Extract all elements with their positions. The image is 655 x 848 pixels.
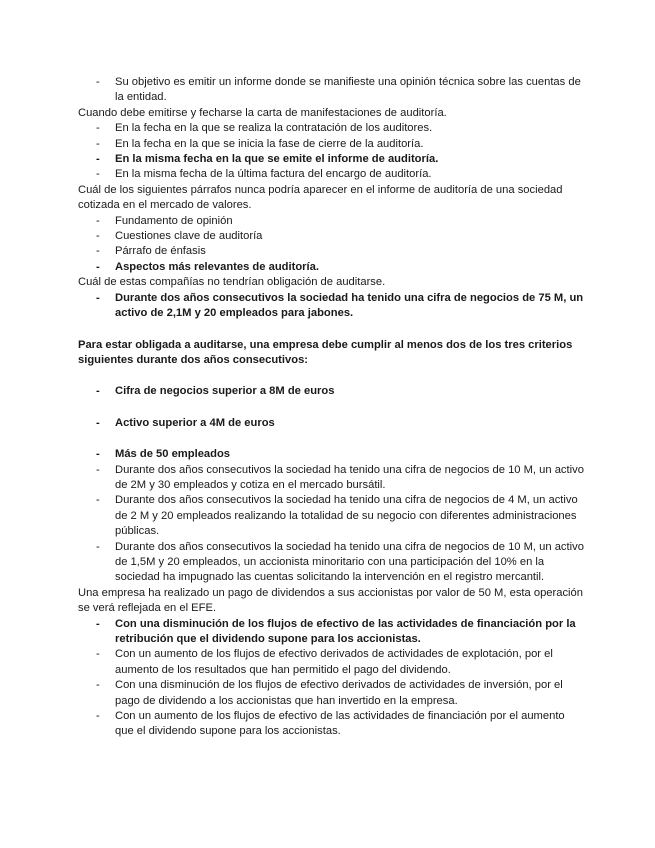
answer-item xyxy=(78,229,585,244)
answer-item xyxy=(78,214,585,229)
bullet-dash: - xyxy=(96,463,100,476)
bullet-dash: - xyxy=(96,648,100,661)
bullet-dash: - xyxy=(96,494,100,507)
bullet-dash: - xyxy=(96,76,100,88)
answer-text: Aspectos más relevantes de auditoría. xyxy=(115,260,319,273)
answer-item-correct xyxy=(78,447,585,462)
answer-item xyxy=(78,678,585,709)
spacer xyxy=(78,400,585,416)
bullet-dash: - xyxy=(96,540,100,553)
answer-item-correct xyxy=(78,416,585,431)
answer-item-correct xyxy=(78,291,585,322)
answer-item xyxy=(78,647,585,678)
answer-text: En la fecha en la que se inicia la fase de cierre de la auditoría. xyxy=(115,137,424,150)
bullet-dash: - xyxy=(96,137,100,150)
bullet-dash: - xyxy=(96,122,100,135)
answer-text: En la misma fecha en la que se emite el informe de auditoría. xyxy=(115,153,439,166)
answer-text: Durante dos años consecutivos la sociedad ha tenido una cifra de negocios de 4 M, un activo de 2 M y 20 empleados realizando la totalidad de su negocio con diferentes administraciones públicas. xyxy=(115,494,578,538)
bullet-dash: - xyxy=(96,168,100,181)
question-text: Cuando debe emitirse y fecharse la carta de manifestaciones de auditoría. xyxy=(78,106,447,119)
spacer xyxy=(78,322,585,338)
bullet-dash: - xyxy=(96,153,100,166)
question-text: Cuál de estas compañías no tendrían obligación de auditarse. xyxy=(78,276,386,289)
bullet-dash: - xyxy=(96,260,100,273)
answer-text: En la misma fecha de la última factura del encargo de auditoría. xyxy=(115,168,432,181)
answer-text: Durante dos años consecutivos la sociedad ha tenido una cifra de negocios de 10 M, un activo de 1,5M y 20 empleados, un accionista minoritario con una participación del 10% en la sociedad ha impugnado las cuentas solicitando la intervención en el registro mercantil. xyxy=(115,540,584,584)
answer-item xyxy=(78,75,585,106)
bullet-dash: - xyxy=(96,617,100,630)
bullet-dash: - xyxy=(96,291,100,304)
spacer xyxy=(78,431,585,447)
answer-item xyxy=(78,167,585,182)
answer-text: Fundamento de opinión xyxy=(115,214,233,227)
answer-item xyxy=(78,463,585,494)
bullet-dash: - xyxy=(96,245,100,258)
bullet-dash: - xyxy=(96,710,100,723)
answer-text: Con una disminución de los flujos de efectivo derivados de actividades de inversión, por el pago de dividendo a los accionistas que han invertido en la empresa. xyxy=(115,679,563,707)
spacer xyxy=(78,368,585,384)
answer-text: Párrafo de énfasis xyxy=(115,245,206,258)
answer-text: Con un aumento de los flujos de efectivo derivados de actividades de explotación, por el aumento de los resultados que han permitido el pago del dividendo. xyxy=(115,648,553,676)
bullet-dash: - xyxy=(96,385,100,398)
bullet-dash: - xyxy=(96,448,100,461)
answer-text: En la fecha en la que se realiza la contratación de los auditores. xyxy=(115,122,433,135)
bullet-dash: - xyxy=(96,679,100,692)
bullet-dash: - xyxy=(96,416,100,429)
answer-item xyxy=(78,540,585,586)
answer-item xyxy=(78,709,585,740)
explanation-paragraph: Para estar obligada a auditarse, una empresa debe cumplir al menos dos de los tres criterios siguientes durante dos años consecutivos: xyxy=(78,338,573,366)
answer-item-correct xyxy=(78,384,585,399)
question-text: Una empresa ha realizado un pago de dividendos a sus accionistas por valor de 50 M, esta operación se verá reflejada en el EFE. xyxy=(78,586,583,615)
answer-text: Durante dos años consecutivos la sociedad ha tenido una cifra de negocios de 75 M, un activo de 2,1M y 20 empleados para jabones. xyxy=(115,291,584,320)
answer-text: Con una disminución de los flujos de efectivo de las actividades de financiación por la retribución que el dividendo supone para los accionistas. xyxy=(115,617,576,645)
answer-text: Más de 50 empleados xyxy=(115,448,231,461)
answer-text: Durante dos años consecutivos la sociedad ha tenido una cifra de negocios de 10 M, un activo de 2M y 30 empleados y cotiza en el mercado bursátil. xyxy=(115,463,584,491)
answer-text: Su objetivo es emitir un informe donde se manifieste una opinión técnica sobre las cuentas de la entidad. xyxy=(115,76,581,104)
answer-text: Cuestiones clave de auditoría xyxy=(115,230,263,243)
answer-text: Activo superior a 4M de euros xyxy=(115,416,275,429)
answer-text: Con un aumento de los flujos de efectivo de las actividades de financiación por el aumento que el dividendo supone para los accionistas. xyxy=(115,710,565,738)
answer-item xyxy=(78,121,585,136)
bullet-dash: - xyxy=(96,230,100,243)
answer-text: Cifra de negocios superior a 8M de euros xyxy=(115,385,335,398)
question-text: Cuál de los siguientes párrafos nunca podría aparecer en el informe de auditoría de una sociedad cotizada en el mercado de valores. xyxy=(78,183,563,212)
answer-item-correct xyxy=(78,152,585,167)
answer-item-correct xyxy=(78,617,585,648)
answer-item xyxy=(78,493,585,539)
answer-item xyxy=(78,137,585,152)
answer-item xyxy=(78,244,585,259)
answer-item-correct xyxy=(78,260,585,275)
bullet-dash: - xyxy=(96,214,100,227)
